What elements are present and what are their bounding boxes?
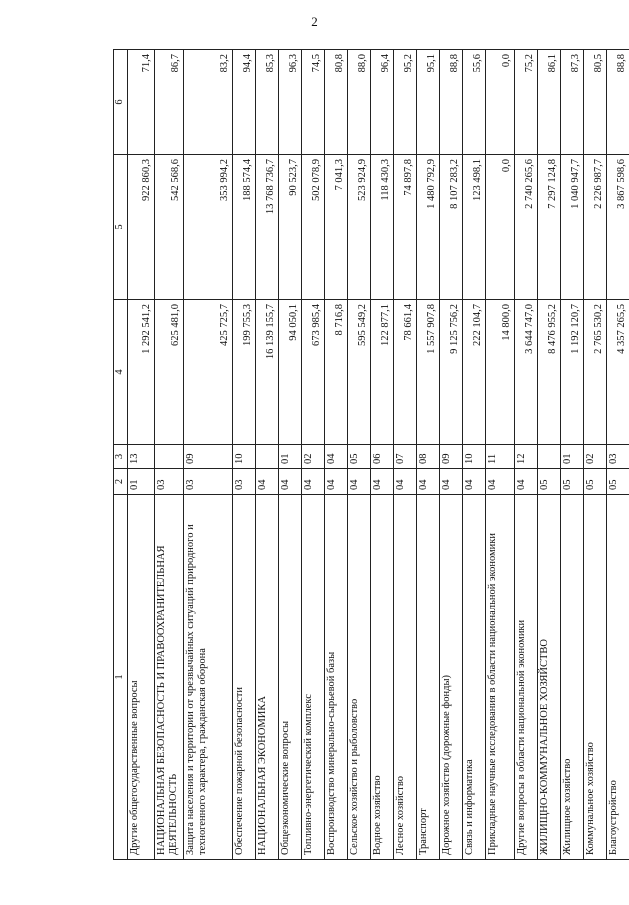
row-section-code-cell: 04 [394, 469, 417, 495]
row-name-cell: Обеспечение пожарной безопасности [233, 495, 256, 860]
row-name-cell: Другие общегосударственные вопросы [128, 495, 155, 860]
row-name-cell: НАЦИОНАЛЬНАЯ ЭКОНОМИКА [256, 495, 279, 860]
row-percent-cell: 95,2 [394, 50, 417, 155]
row-subsection-code-cell: 04 [325, 445, 348, 469]
table-row [256, 50, 279, 860]
row-name-cell: Общеэкономические вопросы [279, 495, 302, 860]
row-percent-cell: 85,3 [256, 50, 279, 155]
row-plan-value-cell: 8 476 955,2 [538, 300, 561, 445]
row-section-code-cell: 04 [256, 469, 279, 495]
table-row [607, 50, 629, 860]
row-actual-value-cell: 2 740 265,6 [515, 155, 538, 300]
table-row [394, 50, 417, 860]
row-percent-cell: 55,6 [463, 50, 486, 155]
row-section-code-cell: 05 [607, 469, 629, 495]
row-section-code-cell: 05 [538, 469, 561, 495]
row-subsection-code-cell: 12 [515, 445, 538, 469]
table-row [325, 50, 348, 860]
row-section-code-cell: 04 [325, 469, 348, 495]
row-name-cell: Жилищное хозяйство [561, 495, 584, 860]
row-percent-cell: 0,0 [486, 50, 515, 155]
row-name-cell: Воспроизводство минерально-сырьевой базы [325, 495, 348, 860]
row-subsection-code-cell [538, 445, 561, 469]
row-name-cell: Водное хозяйство [371, 495, 394, 860]
row-name-cell: ЖИЛИЩНО-КОММУНАЛЬНОЕ ХОЗЯЙСТВО [538, 495, 561, 860]
row-plan-value-cell: 199 755,3 [233, 300, 256, 445]
row-actual-value-cell: 123 498,1 [463, 155, 486, 300]
row-actual-value-cell: 922 860,3 [128, 155, 155, 300]
row-plan-value-cell: 1 292 541,2 [128, 300, 155, 445]
row-actual-value-cell: 1 040 947,7 [561, 155, 584, 300]
table-row [128, 50, 155, 860]
row-subsection-code-cell: 10 [233, 445, 256, 469]
row-percent-cell: 88,8 [607, 50, 629, 155]
row-plan-value-cell: 222 104,7 [463, 300, 486, 445]
header-cell: 2 [114, 469, 128, 495]
row-section-code-cell: 04 [279, 469, 302, 495]
row-name-cell: Лесное хозяйство [394, 495, 417, 860]
table-row [561, 50, 584, 860]
header-cell: 6 [114, 50, 128, 155]
row-subsection-code-cell: 13 [128, 445, 155, 469]
table-row [417, 50, 440, 860]
row-subsection-code-cell: 02 [584, 445, 607, 469]
row-percent-cell: 87,3 [561, 50, 584, 155]
row-subsection-code-cell: 08 [417, 445, 440, 469]
rotated-table [113, 50, 627, 860]
row-subsection-code-cell: 10 [463, 445, 486, 469]
row-section-code-cell: 04 [302, 469, 325, 495]
row-section-code-cell: 05 [561, 469, 584, 495]
row-section-code-cell: 05 [584, 469, 607, 495]
row-actual-value-cell: 523 924,9 [348, 155, 371, 300]
row-name-cell: Дорожное хозяйство (дорожные фонды) [440, 495, 463, 860]
row-plan-value-cell: 94 050,1 [279, 300, 302, 445]
row-actual-value-cell: 74 897,8 [394, 155, 417, 300]
row-section-code-cell: 04 [348, 469, 371, 495]
row-section-code-cell: 01 [128, 469, 155, 495]
row-actual-value-cell: 7 297 124,8 [538, 155, 561, 300]
row-plan-value-cell: 3 644 747,0 [515, 300, 538, 445]
row-subsection-code-cell: 06 [371, 445, 394, 469]
row-subsection-code-cell [155, 445, 184, 469]
row-section-code-cell: 04 [440, 469, 463, 495]
row-actual-value-cell: 7 041,3 [325, 155, 348, 300]
row-percent-cell: 80,8 [325, 50, 348, 155]
rotated-table-container [113, 50, 627, 860]
row-actual-value-cell: 0,0 [486, 155, 515, 300]
table-row [440, 50, 463, 860]
row-name-cell: Другие вопросы в области национальной экономики [515, 495, 538, 860]
row-plan-value-cell: 9 125 756,2 [440, 300, 463, 445]
row-subsection-code-cell: 02 [302, 445, 325, 469]
row-percent-cell: 88,0 [348, 50, 371, 155]
row-name-cell: Прикладные научные исследования в области национальной экономики [486, 495, 515, 860]
header-cell: 4 [114, 300, 128, 445]
row-name-cell: НАЦИОНАЛЬНАЯ БЕЗОПАСНОСТЬ И ПРАВООХРАНИТЕЛЬНАЯ ДЕЯТЕЛЬНОСТЬ [155, 495, 184, 860]
table-row [233, 50, 256, 860]
row-section-code-cell: 04 [515, 469, 538, 495]
row-actual-value-cell: 8 107 283,2 [440, 155, 463, 300]
row-name-cell: Связь и информатика [463, 495, 486, 860]
row-section-code-cell: 03 [184, 469, 233, 495]
row-actual-value-cell: 502 078,9 [302, 155, 325, 300]
row-percent-cell: 86,7 [155, 50, 184, 155]
row-percent-cell: 88,8 [440, 50, 463, 155]
row-percent-cell: 86,1 [538, 50, 561, 155]
row-actual-value-cell: 3 867 598,6 [607, 155, 629, 300]
row-plan-value-cell: 673 985,4 [302, 300, 325, 445]
row-subsection-code-cell: 03 [607, 445, 629, 469]
row-actual-value-cell: 353 994,2 [184, 155, 233, 300]
row-section-code-cell: 04 [371, 469, 394, 495]
table-row [184, 50, 233, 860]
row-percent-cell: 74,5 [302, 50, 325, 155]
row-section-code-cell: 04 [417, 469, 440, 495]
row-plan-value-cell: 1 557 907,8 [417, 300, 440, 445]
table-row [348, 50, 371, 860]
row-plan-value-cell: 8 716,8 [325, 300, 348, 445]
row-subsection-code-cell: 11 [486, 445, 515, 469]
row-subsection-code-cell: 01 [279, 445, 302, 469]
row-plan-value-cell: 2 765 530,2 [584, 300, 607, 445]
row-percent-cell: 95,1 [417, 50, 440, 155]
row-percent-cell: 94,4 [233, 50, 256, 155]
row-name-cell: Коммунальное хозяйство [584, 495, 607, 860]
row-plan-value-cell: 425 725,7 [184, 300, 233, 445]
table-row [463, 50, 486, 860]
row-percent-cell: 96,4 [371, 50, 394, 155]
row-subsection-code-cell: 09 [184, 445, 233, 469]
table-row [302, 50, 325, 860]
table-row [486, 50, 515, 860]
row-plan-value-cell: 595 549,2 [348, 300, 371, 445]
page-number: 2 [311, 14, 318, 29]
row-section-code-cell: 03 [233, 469, 256, 495]
row-section-code-cell: 04 [463, 469, 486, 495]
row-name-cell: Сельское хозяйство и рыболовство [348, 495, 371, 860]
header-cell: 1 [114, 495, 128, 860]
row-actual-value-cell: 90 523,7 [279, 155, 302, 300]
row-actual-value-cell: 13 768 736,7 [256, 155, 279, 300]
row-name-cell: Топливно-энергетический комплекс [302, 495, 325, 860]
row-percent-cell: 75,2 [515, 50, 538, 155]
row-subsection-code-cell: 09 [440, 445, 463, 469]
row-subsection-code-cell: 07 [394, 445, 417, 469]
row-subsection-code-cell [256, 445, 279, 469]
row-percent-cell: 80,5 [584, 50, 607, 155]
row-plan-value-cell: 14 800,0 [486, 300, 515, 445]
row-name-cell: Защита населения и территории от чрезвычайных ситуаций природного и техногенного характера, гражданская оборона [184, 495, 233, 860]
row-plan-value-cell: 4 357 265,5 [607, 300, 629, 445]
table-row [371, 50, 394, 860]
row-plan-value-cell: 16 139 155,7 [256, 300, 279, 445]
row-plan-value-cell: 78 661,4 [394, 300, 417, 445]
row-percent-cell: 71,4 [128, 50, 155, 155]
table-row [155, 50, 184, 860]
row-percent-cell: 96,3 [279, 50, 302, 155]
table-row [538, 50, 561, 860]
row-plan-value-cell: 1 192 120,7 [561, 300, 584, 445]
row-percent-cell: 83,2 [184, 50, 233, 155]
header-row [114, 50, 128, 860]
row-subsection-code-cell: 05 [348, 445, 371, 469]
budget-table [113, 49, 629, 860]
row-plan-value-cell: 625 481,0 [155, 300, 184, 445]
row-subsection-code-cell: 01 [561, 445, 584, 469]
row-actual-value-cell: 2 226 987,7 [584, 155, 607, 300]
row-actual-value-cell: 1 480 792,9 [417, 155, 440, 300]
table-row [515, 50, 538, 860]
row-actual-value-cell: 542 568,6 [155, 155, 184, 300]
row-plan-value-cell: 122 877,1 [371, 300, 394, 445]
row-name-cell: Транспорт [417, 495, 440, 860]
row-section-code-cell: 03 [155, 469, 184, 495]
header-cell: 5 [114, 155, 128, 300]
row-actual-value-cell: 188 574,4 [233, 155, 256, 300]
header-cell: 3 [114, 445, 128, 469]
table-row [584, 50, 607, 860]
row-name-cell: Благоустройство [607, 495, 629, 860]
row-section-code-cell: 04 [486, 469, 515, 495]
table-row [279, 50, 302, 860]
row-actual-value-cell: 118 430,3 [371, 155, 394, 300]
